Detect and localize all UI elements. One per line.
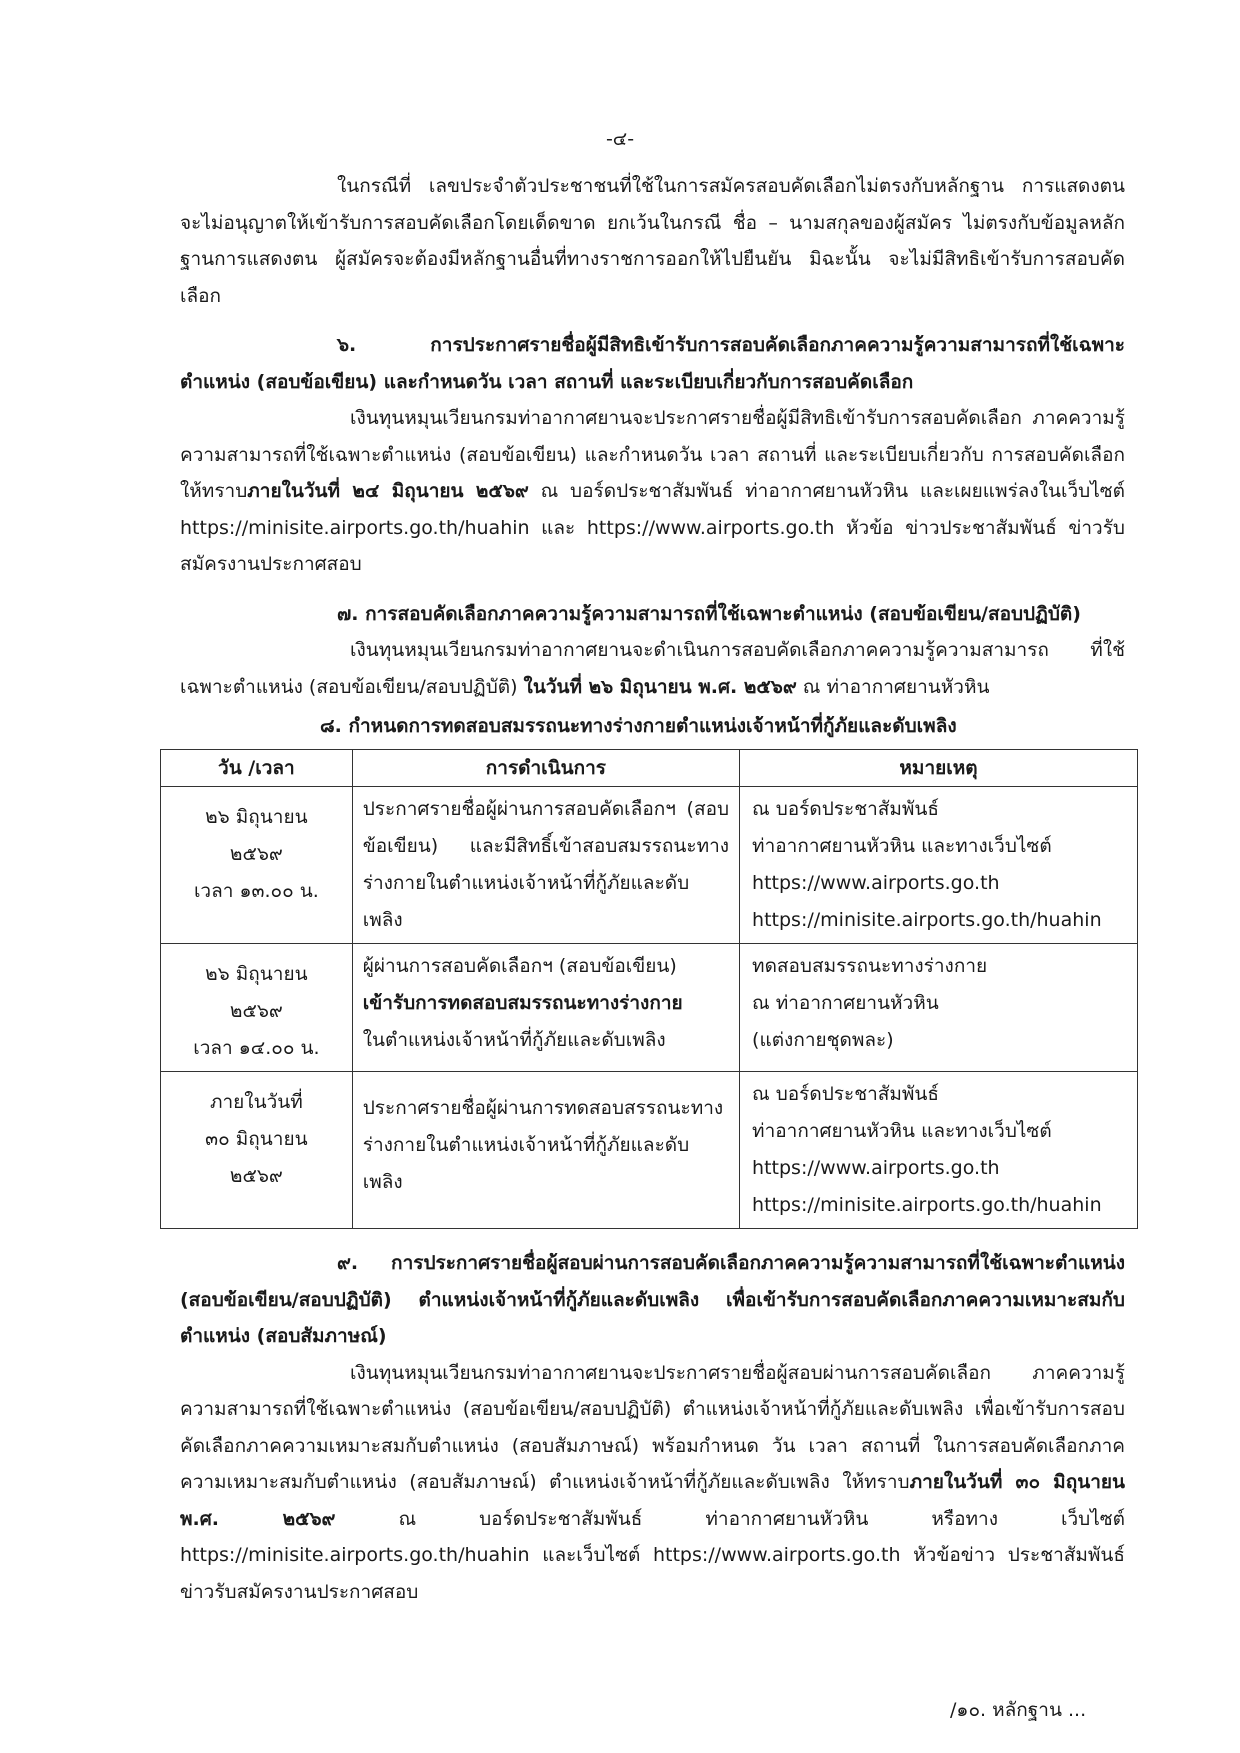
row-action-cell bbox=[352, 944, 739, 1072]
row-date-line: เวลา ๑๓.๐๐ น. bbox=[193, 880, 319, 902]
section-9-text-b: ณ บอร์ดประชาสัมพันธ์ ท่าอากาศยานหัวหิน หรือทาง เว็บไซต์ https://minisite.airports.go.th/huahin และเว็บไซต์ https://www.airports.go.th หัวข้อข่าว ประชาสัมพันธ์ ข่าวรับสมัครงานประกาศสอบ bbox=[180, 1507, 1125, 1603]
section-7-text-b: ณ ท่าอากาศยานหัวหิน bbox=[796, 675, 990, 698]
section-7-text bbox=[180, 632, 1125, 705]
header-note: หมายเหตุ bbox=[740, 750, 1138, 787]
row-date-line: ๒๖ มิถุนายน bbox=[205, 806, 308, 828]
row-date-cell bbox=[161, 787, 353, 944]
section-6-text-a: เงินทุนหมุนเวียนกรมท่าอากาศยานจะประกาศรายชื่อผู้มีสิทธิเข้ารับการสอบคัดเลือก ภาคความรู้ความสามารถที่ใช้เฉพาะตำแหน่ง (สอบข้อเขียน) และกำหนดวัน เวลา สถานที่ และระเบียบเกี่ยวกับ การสอบคัดเลือกให้ทราบ bbox=[180, 407, 1125, 502]
row-action-text: ผู้ผ่านการสอบคัดเลือกฯ (สอบข้อเขียน) bbox=[362, 955, 677, 977]
row-note-line: https://minisite.airports.go.th/huahin bbox=[752, 1194, 1102, 1216]
table-row bbox=[161, 1072, 1138, 1229]
row-date-line: เวลา ๑๔.๐๐ น. bbox=[193, 1037, 320, 1059]
section-7-date: ในวันที่ ๒๖ มิถุนายน พ.ศ. ๒๕๖๙ bbox=[523, 675, 797, 698]
row-date-cell bbox=[161, 1072, 353, 1229]
paragraph-id-mismatch: ในกรณีที่ เลขประจำตัวประชาชนที่ใช้ในการสมัครสอบคัดเลือกไม่ตรงกับหลักฐาน การแสดงตน จะไม่อนุญาตให้เข้ารับการสอบคัดเลือกโดยเด็ดขาด ยกเว้นในกรณี ชื่อ – นามสกุลของผู้สมัคร ไม่ตรงกับข้อมูลหลักฐานการแสดงตน ผู้สมัครจะต้องมีหลักฐานอื่นที่ทางราชการออกให้ไปยืนยัน มิฉะนั้น จะไม่มีสิทธิเข้ารับการสอบคัดเลือก bbox=[180, 175, 1125, 307]
row-note-line: ณ บอร์ดประชาสัมพันธ์ bbox=[752, 1083, 939, 1105]
row-note-line: ท่าอากาศยานหัวหิน และทางเว็บไซต์ bbox=[752, 1120, 1052, 1142]
section-7-heading: ๗. การสอบคัดเลือกภาคความรู้ความสามารถที่ใช้เฉพาะตำแหน่ง (สอบข้อเขียน/สอบปฏิบัติ) bbox=[337, 602, 1081, 625]
row-date-line: ๓๐ มิถุนายน bbox=[205, 1128, 308, 1150]
header-action: การดำเนินการ bbox=[352, 750, 739, 787]
row-action-cell bbox=[352, 1072, 739, 1229]
section-9-date: ภายในวันที่ ๓๐ มิถุนายน พ.ศ. ๒๕๖๙ bbox=[180, 1471, 1125, 1530]
section-6-text-b: ณ บอร์ดประชาสัมพันธ์ ท่าอากาศยานหัวหิน และเผยแพร่ลงในเว็บไซต์ https://minisite.airports.go.th/huahin และ https://www.airports.go.th หัวข้อ ข่าวประชาสัมพันธ์ ข่าวรับสมัครงานประกาศสอบ bbox=[180, 480, 1125, 575]
continuation-note: /๑๐. หลักฐาน ... bbox=[950, 1699, 1087, 1721]
row-date-line: ๒๕๖๙ bbox=[229, 843, 283, 865]
header-date: วัน /เวลา bbox=[161, 750, 353, 787]
row-action-text: ประกาศรายชื่อผู้ผ่านการทดสอบสรรถนะทางร่างกายในตำแหน่งเจ้าหน้าที่กู้ภัยและดับเพลิง bbox=[362, 1097, 724, 1193]
table-row bbox=[161, 944, 1138, 1072]
row-date-cell bbox=[161, 944, 353, 1072]
row-note-line: https://www.airports.go.th bbox=[752, 1157, 1000, 1179]
row-date-line: ๒๖ มิถุนายน bbox=[205, 963, 308, 985]
row-action-cell bbox=[352, 787, 739, 944]
section-6-date: ภายในวันที่ ๒๔ มิถุนายน ๒๕๖๙ bbox=[247, 480, 529, 502]
row-note-cell bbox=[740, 944, 1138, 1072]
row-date-line: ๒๕๖๙ bbox=[229, 1165, 283, 1187]
section-7-text-a: เงินทุนหมุนเวียนกรมท่าอากาศยานจะดำเนินการสอบคัดเลือกภาคความรู้ความสามารถ ที่ใช้เฉพาะตำแหน่ง (สอบข้อเขียน/สอบปฏิบัติ) bbox=[180, 639, 1125, 698]
section-6-heading: ๖. การประกาศรายชื่อผู้มีสิทธิเข้ารับการสอบคัดเลือกภาคความรู้ความสามารถที่ใช้เฉพาะตำแหน่ง (สอบข้อเขียน) และกำหนดวัน เวลา สถานที่ และระเบียบเกี่ยวกับการสอบคัดเลือก bbox=[180, 334, 1125, 393]
row-date-line: ๒๕๖๙ bbox=[229, 1000, 283, 1022]
section-9-text-a: เงินทุนหมุนเวียนกรมท่าอากาศยานจะประกาศรายชื่อผู้สอบผ่านการสอบคัดเลือก ภาคความรู้ความสามารถที่ใช้เฉพาะตำแหน่ง (สอบข้อเขียน/สอบปฏิบัติ) ตำแหน่งเจ้าหน้าที่กู้ภัยและดับเพลิง เพื่อเข้ารับการสอบคัดเลือกภาคความเหมาะสมกับตำแหน่ง (สอบสัมภาษณ์) พร้อมกำหนด วัน เวลา สถานที่ ในการสอบคัดเลือกภาคความเหมาะสมกับตำแหน่ง (สอบสัมภาษณ์) ตำแหน่งเจ้าหน้าที่กู้ภัยและดับเพลิง ให้ทราบ bbox=[180, 1361, 1125, 1493]
section-9-text bbox=[180, 1355, 1125, 1611]
row-note-line: ณ บอร์ดประชาสัมพันธ์ bbox=[752, 798, 939, 820]
row-note-line: ท่าอากาศยานหัวหิน และทางเว็บไซต์ bbox=[752, 835, 1052, 857]
schedule-table bbox=[160, 749, 1138, 1229]
row-note-line: ทดสอบสมรรถนะทางร่างกาย bbox=[752, 955, 988, 977]
document-body bbox=[180, 168, 1125, 1610]
row-note-line: https://www.airports.go.th bbox=[752, 872, 1000, 894]
page-number: -๔- bbox=[605, 128, 635, 150]
section-6-text bbox=[180, 400, 1125, 583]
section-8-heading: ๘. กำหนดการทดสอบสมรรถนะทางร่างกายตำแหน่งเจ้าหน้าที่กู้ภัยและดับเพลิง bbox=[320, 715, 957, 737]
row-action-bold: เข้ารับการทดสอบสมรรถนะทางร่างกาย bbox=[362, 992, 683, 1014]
row-note-line: https://minisite.airports.go.th/huahin bbox=[752, 909, 1102, 931]
row-date-line: ภายในวันที่ bbox=[209, 1091, 303, 1113]
section-9-heading: ๙. การประกาศรายชื่อผู้สอบผ่านการสอบคัดเลือกภาคความรู้ความสามารถที่ใช้เฉพาะตำแหน่ง (สอบข้อเขียน/สอบปฏิบัติ) ตำแหน่งเจ้าหน้าที่กู้ภัยและดับเพลิง เพื่อเข้ารับการสอบคัดเลือกภาคความเหมาะสมกับตำแหน่ง (สอบสัมภาษณ์) bbox=[180, 1252, 1125, 1347]
row-action-text: ประกาศรายชื่อผู้ผ่านการสอบคัดเลือกฯ (สอบข้อเขียน) และมีสิทธิ์เข้าสอบสมรรถนะทางร่างกายในตำแหน่งเจ้าหน้าที่กู้ภัยและดับเพลิง bbox=[362, 798, 730, 931]
row-note-line: ณ ท่าอากาศยานหัวหิน bbox=[752, 992, 939, 1014]
table-row bbox=[161, 787, 1138, 944]
row-note-cell bbox=[740, 1072, 1138, 1229]
row-note-line: (แต่งกายชุดพละ) bbox=[752, 1029, 894, 1051]
row-note-cell bbox=[740, 787, 1138, 944]
row-action-tail: ในตำแหน่งเจ้าหน้าที่กู้ภัยและดับเพลิง bbox=[362, 1029, 666, 1051]
table-header-row bbox=[161, 750, 1138, 787]
